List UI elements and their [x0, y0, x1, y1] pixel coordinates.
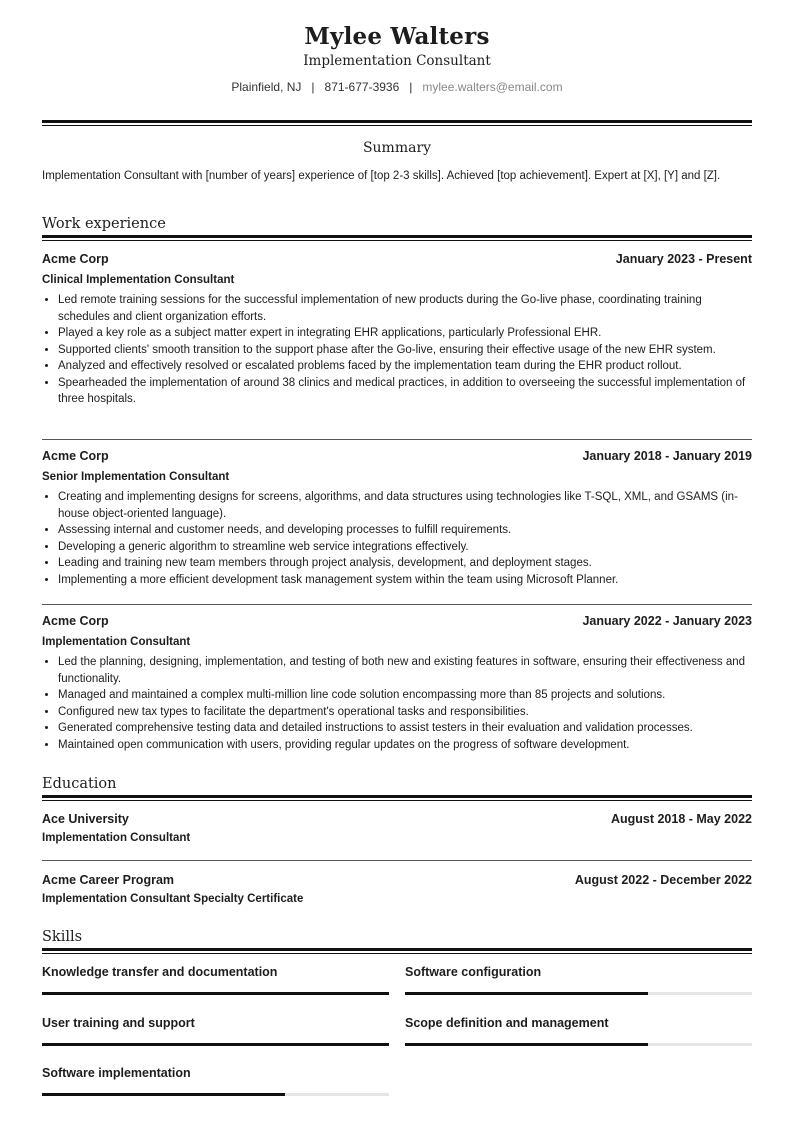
job-bullet: • Analyzed and effectively resolved or escalated problems faced by the implementation team during the EHR product rollout. — [58, 358, 752, 375]
job-dates: January 2022 - January 2023 — [582, 614, 752, 628]
skill-level-fill — [42, 1043, 389, 1046]
candidate-title: Implementation Consultant — [303, 53, 491, 69]
contact-line — [42, 80, 752, 94]
skill-label: User training and support — [42, 1016, 195, 1030]
skill-item — [42, 963, 389, 995]
job-bullet: • Led the planning, designing, implementation, and testing of both new and existing features in software, ensuring their effectiveness and functionality. — [58, 654, 752, 687]
job-bullet: • Creating and implementing designs for screens, algorithms, and data structures using technologies like T-SQL, XML, and GSAMS (in-house object-oriented language). — [58, 489, 752, 522]
job-company: Acme Corp — [42, 449, 109, 463]
degree: Implementation Consultant — [42, 832, 191, 844]
skill-level-fill — [405, 992, 648, 995]
summary-heading: Summary — [362, 140, 432, 156]
job-company: Acme Corp — [42, 252, 109, 266]
skill-level-fill — [405, 1043, 648, 1046]
job-header — [42, 612, 752, 630]
school-name: Ace University — [42, 812, 129, 826]
job-bullet: • Configured new tax types to facilitate the department's operational tasks and responsibilities. — [58, 704, 752, 721]
skill-label: Scope definition and management — [405, 1016, 609, 1030]
job-entry — [42, 612, 752, 753]
education-header — [42, 810, 752, 828]
education-separator — [42, 860, 752, 861]
skills-divider-thin — [42, 953, 752, 954]
job-role: Implementation Consultant — [42, 636, 191, 648]
education-entry — [42, 871, 752, 905]
education-divider-thin — [42, 800, 752, 801]
skill-level-track — [405, 992, 752, 995]
job-entry — [42, 250, 752, 408]
job-dates: January 2018 - January 2019 — [582, 449, 752, 463]
education-header — [42, 871, 752, 889]
job-bullet: • Maintained open communication with users, providing regular updates on the progress of software development. — [58, 737, 752, 754]
job-separator — [42, 604, 752, 605]
job-role: Senior Implementation Consultant — [42, 471, 230, 483]
skill-level-track — [42, 1093, 389, 1096]
work-divider — [42, 235, 752, 238]
skills-divider — [42, 948, 752, 951]
skill-item — [405, 1014, 752, 1046]
phone: 871-677-3936 — [324, 80, 400, 94]
job-bullets — [42, 292, 752, 408]
education-dates: August 2022 - December 2022 — [574, 873, 752, 887]
job-bullets — [42, 654, 752, 753]
education-entry — [42, 810, 752, 844]
work-divider-thin — [42, 240, 752, 241]
skill-label: Software implementation — [42, 1066, 191, 1080]
job-entry — [42, 447, 752, 588]
education-dates: August 2018 - May 2022 — [610, 812, 752, 826]
school-name: Acme Career Program — [42, 873, 175, 887]
skill-label: Software configuration — [405, 965, 542, 979]
job-bullet: • Implementing a more efficient development task management system within the team using Microsoft Planner. — [58, 572, 752, 589]
job-bullet: • Spearheaded the implementation of around 38 clinics and medical practices, in addition to overseeing the successful implementation of three hospitals. — [58, 375, 752, 408]
separator: | — [409, 80, 413, 94]
skill-level-fill — [42, 992, 389, 995]
job-bullet: • Played a key role as a subject matter expert in integrating EHR applications, particularly Professional EHR. — [58, 325, 752, 342]
job-separator — [42, 439, 752, 440]
skills-heading: Skills — [42, 929, 83, 945]
job-dates: January 2023 - Present — [615, 252, 752, 266]
email-link[interactable]: mylee.walters@email.com — [422, 80, 563, 94]
skill-level-track — [405, 1043, 752, 1046]
education-heading: Education — [42, 776, 117, 792]
job-bullet: • Generated comprehensive testing data and detailed instructions to assist testers in their evaluation and validation processes. — [58, 720, 752, 737]
skill-level-track — [42, 1043, 389, 1046]
skill-level-fill — [42, 1093, 285, 1096]
job-header — [42, 447, 752, 465]
skill-label: Knowledge transfer and documentation — [42, 965, 278, 979]
job-bullet: • Leading and training new team members through project analysis, development, and deployment stages. — [58, 555, 752, 572]
job-bullet: • Supported clients' smooth transition to the support phase after the Go-live, ensuring their effective usage of the new EHR system. — [58, 342, 752, 359]
job-bullet: • Managed and maintained a complex multi-million line code solution encompassing more than 85 projects and solutions. — [58, 687, 752, 704]
skill-level-track — [42, 992, 389, 995]
summary-text: Implementation Consultant with [number of years] experience of [top 2-3 skills]. Achieved [top achievement]. Expert at [X], [Y] and [Z]. — [42, 170, 721, 182]
header-divider — [42, 120, 752, 123]
work-heading: Work experience — [42, 216, 166, 232]
job-bullet: • Assessing internal and customer needs, and developing processes to fulfill requirements. — [58, 522, 752, 539]
header-divider-thin — [42, 125, 752, 126]
job-header — [42, 250, 752, 268]
location: Plainfield, NJ — [231, 80, 302, 94]
job-bullet: • Developing a generic algorithm to streamline web service integrations effectively. — [58, 539, 752, 556]
candidate-name: Mylee Walters — [304, 23, 490, 50]
job-role: Clinical Implementation Consultant — [42, 274, 235, 286]
job-company: Acme Corp — [42, 614, 109, 628]
skill-item — [405, 963, 752, 995]
degree: Implementation Consultant Specialty Certificate — [42, 893, 304, 905]
separator: | — [311, 80, 315, 94]
skill-item — [42, 1064, 389, 1096]
education-divider — [42, 795, 752, 798]
job-bullets — [42, 489, 752, 588]
skill-item — [42, 1014, 389, 1046]
job-bullet: • Led remote training sessions for the successful implementation of new products during the Go-live phase, coordinating training schedules and client organization efforts. — [58, 292, 752, 325]
